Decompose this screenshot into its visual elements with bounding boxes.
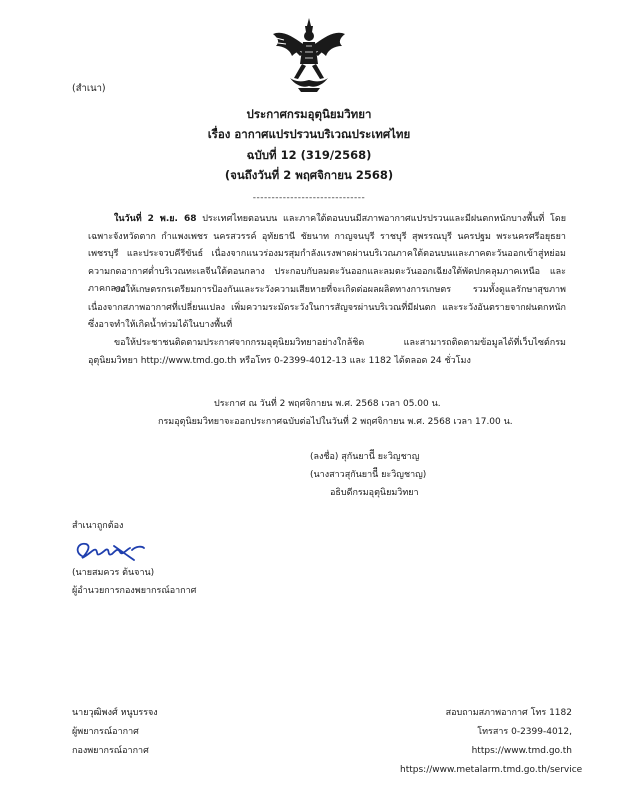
signatory-position: อธิบดีกรมอุตุนิยมวิทยา bbox=[330, 488, 419, 498]
signatory-name: (นางสาวสุกันยานีี ยะวิญชาญ) bbox=[310, 470, 427, 480]
copy-tag: (สำเนา) bbox=[72, 83, 106, 94]
paragraph-lead-date: ในวันที่ 2 พ.ย. 68 bbox=[114, 214, 197, 224]
forecaster-name: นายวุฒิพงศ์ หนูบรรจง bbox=[72, 708, 158, 718]
issued-time: ประกาศ ณ วันที่ 2 พฤศจิกายน พ.ศ. 2568 เวลา 05.00 น. bbox=[214, 399, 441, 409]
paragraph-situation-text: ประเทศไทยตอนบน และภาคใต้ตอนบนมีสภาพอากาศแปรปรวนและมีฝนตกหนักบางพื้นที่ โดยเฉพาะจังหวัดตาก กำแพงเพชร นครสวรรค์ อุทัยธานี ชัยนาท กาญจนบุรี ราชบุรี สุพรรณบุรี นครปฐม พระนครศรีอยุธยา เพชรบุรี และประจวบคีรีขันธ์ เนื่องจากแนวร่องมรสุมกำลังแรงพาดผ่านบริเวณภาคใต้ตอนบนและภาคตะวันออกเข้าสู่หย่อมความกดอากาศต่ำบริเวณทะเลจีนใต้ตอนกลาง ประกอบกับลมตะวันออกและลมตะวันออกเฉียงใต้พัดปกคลุมภาคเหนือ และภาคกลาง bbox=[88, 214, 567, 294]
paragraph-advice: ขอให้เกษตรกรเตรียมการป้องกันและระวังความเสียหายที่จะเกิดต่อผลผลิตทางการเกษตร รวมทั้งดูแลรักษาสุขภาพเนื่องจากสภาพอากาศที่เปลี่ยนแปลง เพิ่มความระมัดระวังในการสัญจรผ่านบริเวณที่มีฝนตก และระวังอันตรายจากฝนตกหนักซึ่งอาจทำให้เกิดน้ำท่วมได้ในบางพื้นที่ bbox=[88, 285, 566, 330]
next-issue-time: กรมอุตุนิยมวิทยาจะออกประกาศฉบับต่อไปในวันที่ 2 พฤศจิกายน พ.ศ. 2568 เวลา 17.00 น. bbox=[158, 417, 513, 427]
certified-name: (นายสมควร ต้นจาน) bbox=[72, 568, 155, 578]
handwritten-signature bbox=[72, 536, 148, 564]
footer-contact bbox=[400, 704, 583, 780]
forecaster-division: กองพยากรณ์อากาศ bbox=[72, 746, 149, 756]
divider-line: ------------------------------ bbox=[252, 193, 366, 203]
issue-number: ฉบับที่ 12 (319/2568) bbox=[246, 148, 372, 162]
contact-fax-website: โทรสาร 0-2399-4012, https://www.tmd.go.th bbox=[471, 727, 572, 756]
certified-position: ผู้อำนวยการกองพยากรณ์อากาศ bbox=[72, 586, 197, 596]
contact-hotline: สอบถามสภาพอากาศ โทร 1182 bbox=[445, 708, 572, 718]
contact-metalarm-link[interactable]: https://www.metalarm.tmd.go.th/service bbox=[400, 765, 583, 775]
garuda-emblem-icon bbox=[270, 16, 348, 96]
footer-forecaster bbox=[72, 704, 158, 761]
paragraph-contact: ขอให้ประชาชนติดตามประกาศจากกรมอุตุนิยมวิทยาอย่างใกล้ชิด และสามารถติดตามข้อมูลได้ที่เว็บไซต์กรมอุตุนิยมวิทยา http://www.tmd.go.th หรือโทร 0-2399-4012-13 และ 1182 ได้ตลอด 24 ชั่วโมง bbox=[88, 338, 566, 366]
valid-until: (จนถึงวันที่ 2 พฤศจิกายน 2568) bbox=[224, 168, 394, 182]
announcement-subject: เรื่อง อากาศแปรปรวนบริเวณประเทศไทย bbox=[207, 127, 411, 141]
certified-label: สำเนาถูกต้อง bbox=[72, 521, 124, 531]
signed-by: (ลงชื่อ) สุกันยานีี ยะวิญชาญ bbox=[310, 452, 420, 462]
forecaster-title: ผู้พยากรณ์อากาศ bbox=[72, 727, 139, 737]
announcement-title: ประกาศกรมอุตุนิยมวิทยา bbox=[246, 107, 372, 121]
